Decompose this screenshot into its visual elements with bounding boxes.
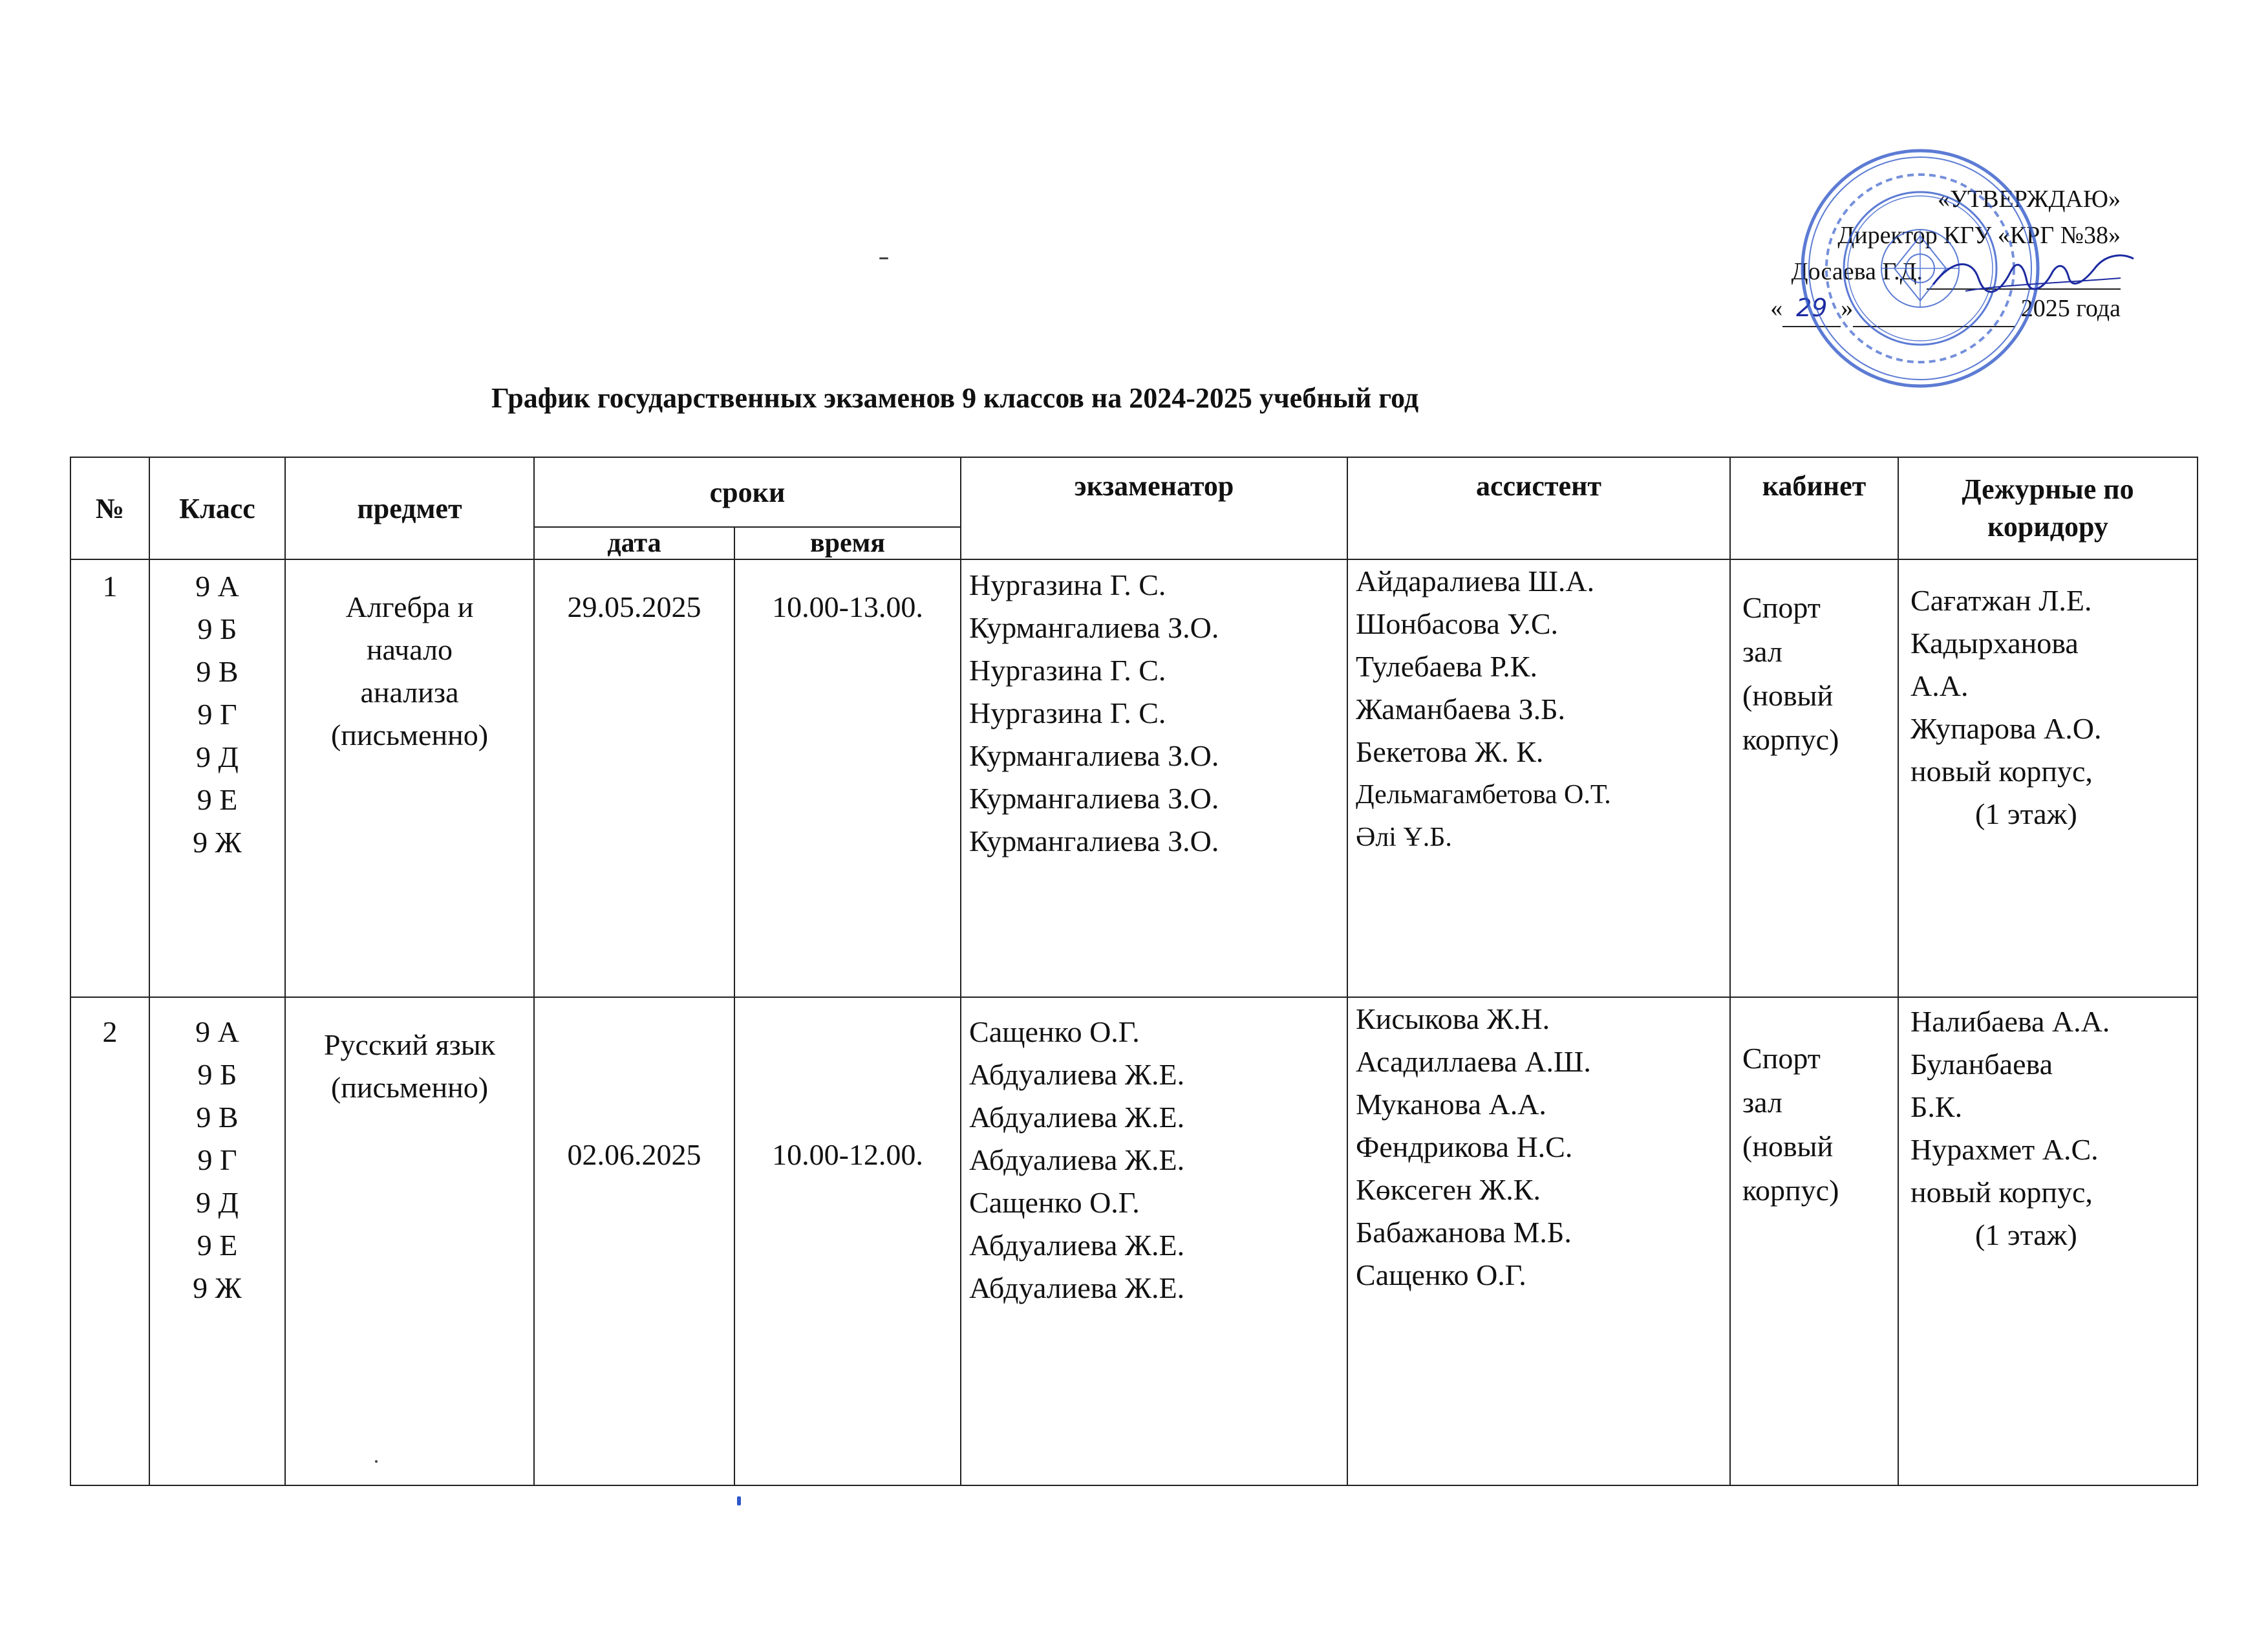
header-number: № (70, 457, 149, 559)
assistant-item: Бекетова Ж. К. (1356, 735, 1544, 768)
assistant-item: Сащенко О.Г. (1356, 1258, 1526, 1291)
row-number: 2 (70, 997, 149, 1485)
header-assistant: ассистент (1347, 457, 1730, 559)
subject-line: (письменно) (330, 1071, 489, 1104)
duty-item: новый корпус, (1910, 755, 2093, 788)
scan-speck (375, 1460, 378, 1463)
date-close-quote: » (1841, 295, 1854, 322)
subject-line: Алгебра и (345, 590, 474, 623)
row-classes (149, 559, 285, 997)
assistant-item: Дельмагамбетова О.Т. (1356, 780, 1611, 810)
duty-item: (1 этаж) (1975, 797, 2077, 830)
examiner-item: Абдуалиева Ж.Е. (969, 1143, 1185, 1176)
row-examiners (961, 997, 1347, 1485)
scan-speck (879, 257, 888, 259)
scan-speck (737, 1496, 741, 1505)
date-open-quote: « (1770, 295, 1783, 322)
approval-title: «УТВЕРЖДАЮ» (1938, 186, 2121, 213)
class-item: 9 Б (197, 1058, 237, 1091)
assistant-item: Кисыкова Ж.Н. (1356, 1002, 1550, 1035)
approval-date-day: 29 (1782, 290, 1841, 327)
row-cabinet (1730, 997, 1898, 1485)
examiner-item: Нургазина Г. С. (969, 696, 1166, 729)
row-subject (285, 997, 534, 1485)
row-time: 10.00-13.00. (734, 559, 961, 997)
class-item: 9 В (196, 1101, 239, 1134)
examiner-item: Абдуалиева Ж.Е. (969, 1101, 1185, 1134)
row-assistants (1347, 559, 1730, 997)
cabinet-line: зал (1742, 635, 1782, 668)
assistant-item: Айдаралиева Ш.А. (1356, 565, 1595, 598)
cabinet-line: зал (1742, 1086, 1782, 1119)
row-date: 02.06.2025 (534, 997, 734, 1485)
header-cabinet: кабинет (1730, 457, 1898, 559)
approval-position: Директор КГУ «КРГ №38» (1837, 222, 2121, 249)
row-subject (285, 559, 534, 997)
class-item: 9 Г (197, 698, 237, 731)
header-subject: предмет (285, 457, 534, 559)
class-item: 9 Ж (193, 1271, 242, 1304)
duty-item: Жупарова А.О. (1910, 712, 2102, 745)
document-title: График государственных экзаменов 9 классов на 2024-2025 учебный год (491, 382, 1419, 414)
assistant-item: Бабажанова М.Б. (1356, 1216, 1572, 1249)
header-date: дата (534, 527, 734, 559)
cabinet-line: (новый (1742, 1130, 1834, 1163)
examiner-item: Абдуалиева Ж.Е. (969, 1271, 1185, 1304)
header-time: время (734, 527, 961, 559)
header-class: Класс (149, 457, 285, 559)
examiner-item: Нургазина Г. С. (969, 568, 1166, 601)
assistant-item: Муканова А.А. (1356, 1088, 1546, 1121)
row-duty (1898, 559, 2198, 997)
class-item: 9 Б (197, 612, 237, 645)
assistant-item: Әлі Ұ.Б. (1356, 823, 1452, 852)
assistant-item: Асадиллаева А.Ш. (1356, 1045, 1591, 1078)
class-item: 9 Е (197, 783, 238, 816)
assistant-item: Жаманбаева З.Б. (1356, 693, 1566, 726)
examiner-item: Сащенко О.Г. (969, 1015, 1140, 1048)
examiner-item: Курмангалиева З.О. (969, 824, 1219, 857)
duty-item: А.А. (1910, 669, 1969, 702)
subject-line: Русский язык (323, 1028, 496, 1061)
class-item: 9 А (195, 570, 239, 603)
row-cabinet (1730, 559, 1898, 997)
row-duty (1898, 997, 2198, 1485)
duty-item: Кадырханова (1910, 627, 2079, 660)
row-number: 1 (70, 559, 149, 997)
header-row (70, 457, 2198, 527)
assistant-item: Шонбасова У.С. (1356, 607, 1559, 640)
examiner-item: Курмангалиева З.О. (969, 739, 1219, 772)
examiner-item: Курмангалиева З.О. (969, 782, 1219, 815)
cabinet-line: (новый (1742, 679, 1834, 712)
class-item: 9 Г (197, 1143, 237, 1176)
header-terms: сроки (534, 457, 961, 527)
cabinet-line: Спорт (1742, 1042, 1821, 1075)
duty-item: Нурахмет А.С. (1910, 1133, 2099, 1166)
examiner-item: Курмангалиева З.О. (969, 611, 1219, 644)
examiner-item: Нургазина Г. С. (969, 654, 1166, 687)
examiner-item: Абдуалиева Ж.Е. (969, 1058, 1185, 1091)
class-item: 9 Д (196, 740, 239, 773)
table-row (70, 559, 2198, 997)
duty-item: Сағатжан Л.Е. (1910, 584, 2092, 617)
examiner-item: Абдуалиева Ж.Е. (969, 1229, 1185, 1262)
header-examiner: экзаменатор (961, 457, 1347, 559)
class-item: 9 Ж (193, 826, 242, 859)
assistant-item: Фендрикова Н.С. (1356, 1130, 1573, 1163)
row-time: 10.00-12.00. (734, 997, 961, 1485)
class-item: 9 Е (197, 1229, 238, 1262)
class-item: 9 В (196, 655, 239, 688)
subject-line: начало (366, 633, 453, 666)
duty-item: Б.К. (1910, 1090, 1963, 1123)
approval-name: Досаева Г.Д. (1791, 258, 1923, 285)
table-row (70, 997, 2198, 1485)
row-assistants (1347, 997, 1730, 1485)
assistant-item: Тулебаева Р.К. (1356, 650, 1537, 683)
approval-date-year: 2025 года (2020, 295, 2121, 322)
cabinet-line: корпус) (1742, 1174, 1839, 1207)
subject-line: (письменно) (330, 718, 489, 751)
subject-line: анализа (360, 676, 459, 709)
duty-item: новый корпус, (1910, 1176, 2093, 1209)
cabinet-line: корпус) (1742, 723, 1839, 756)
assistant-item: Көксеген Ж.К. (1356, 1173, 1541, 1206)
row-date: 29.05.2025 (534, 559, 734, 997)
director-signature-icon (1927, 246, 2140, 304)
class-item: 9 А (195, 1015, 239, 1048)
cabinet-line: Спорт (1742, 591, 1821, 624)
class-item: 9 Д (196, 1186, 239, 1219)
duty-item: (1 этаж) (1975, 1218, 2077, 1251)
row-examiners (961, 559, 1347, 997)
examiner-item: Сащенко О.Г. (969, 1186, 1140, 1219)
exam-schedule-table (70, 457, 2198, 1486)
header-duty: Дежурные по коридору (1898, 457, 2198, 559)
duty-item: Буланбаева (1910, 1048, 2053, 1081)
row-classes (149, 997, 285, 1485)
duty-item: Налибаева А.А. (1910, 1005, 2110, 1038)
